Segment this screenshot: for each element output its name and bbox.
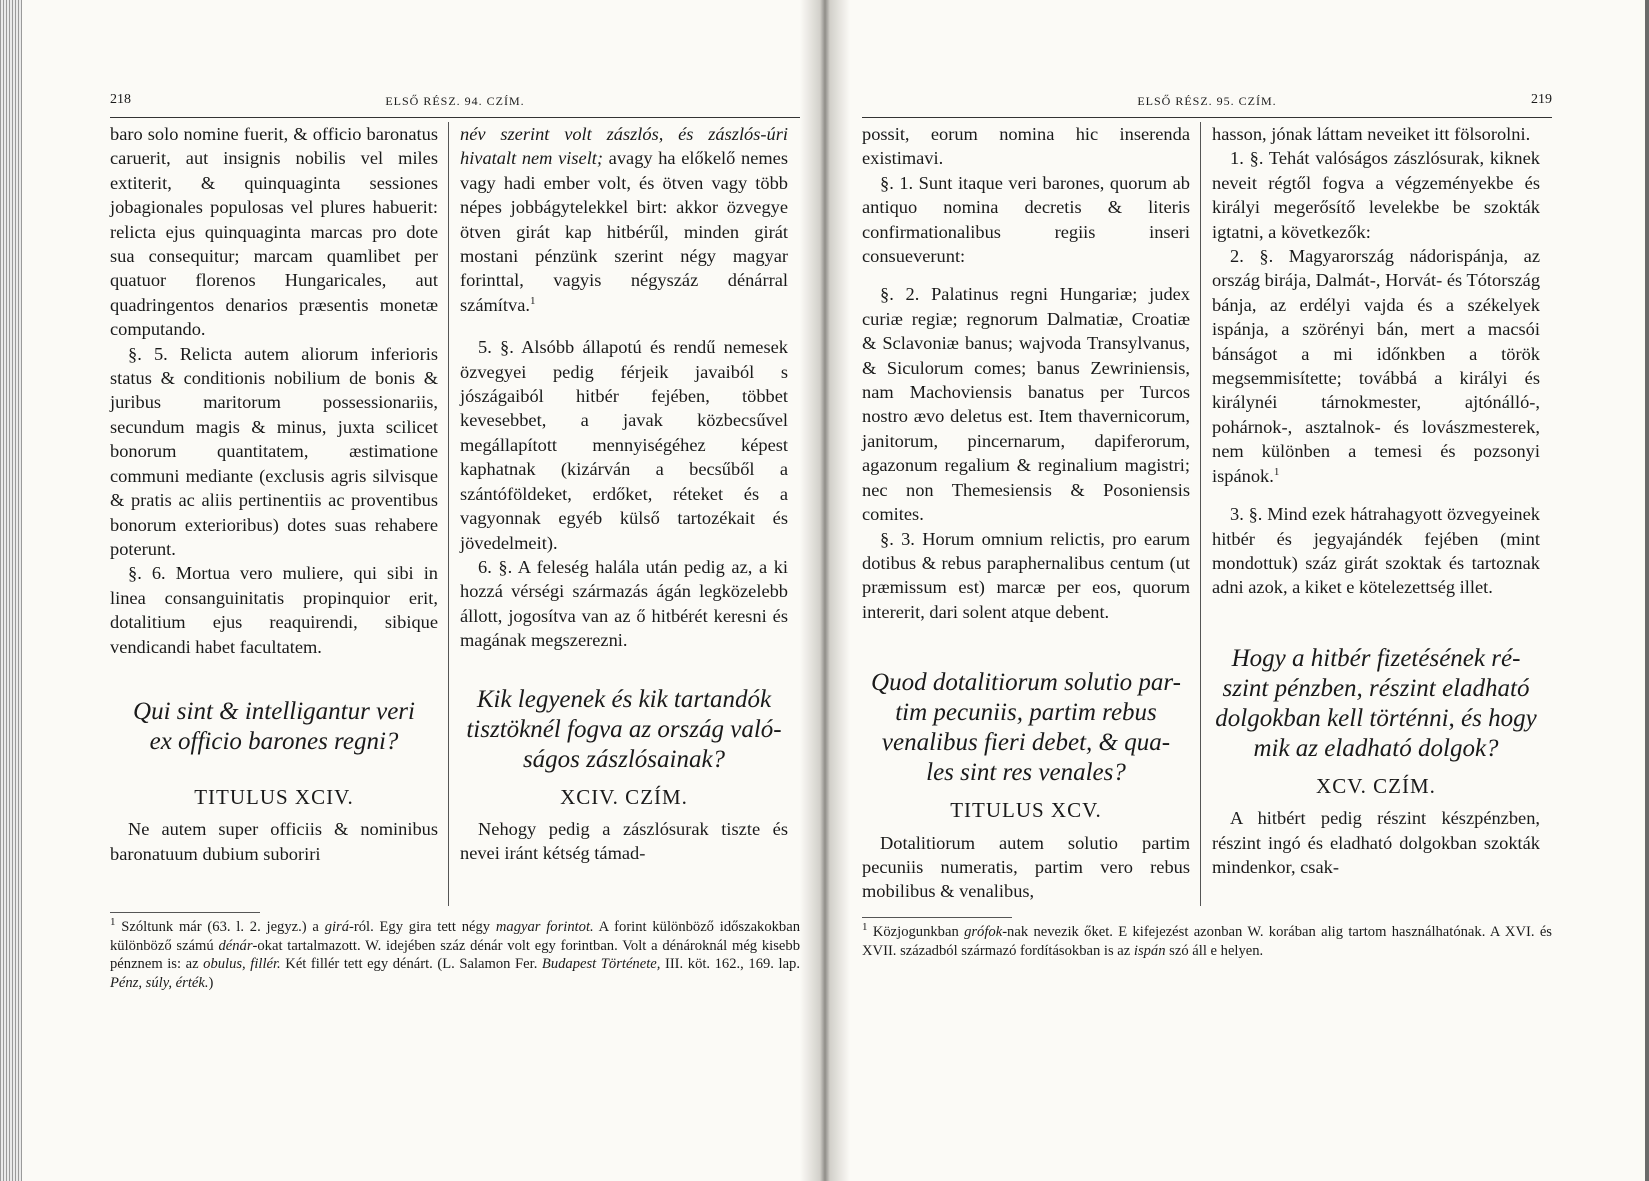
paragraph: baro solo nomine fuerit, & officio baronatus caruerit, aut insignis nobilis vel miles extiterit, & quinquaginta sessiones jobagionales populosas vel plures habuerit: relicta ejus quinquaginta marcas pro dote sua consequitur; marcam quamlibet per quatuor florenos Hungaricales, aut quadringentos denarios præsentis monetæ computando.	[110, 124, 438, 340]
section-heading	[110, 697, 438, 757]
spacer	[110, 757, 438, 785]
spacer	[1212, 764, 1540, 774]
paragraph: §. 5. Relicta autem aliorum inferioris status & conditionis nobilium de bonis & juribus maritorum possessionariis, secundum magis & minus, juxta scilicet bonorum quantitatem, æstimatione communi mediante (exclusis agris silvisque & pratis ac aliis pertinentiis ac proventibus bonorum exterioribus) dotes suas rehabere poterunt.	[110, 343, 438, 559]
heading-line: Kik legyenek és kik tartandók	[476, 685, 772, 713]
italic-text: dénár	[218, 937, 253, 954]
paragraph: 6. §. A feleség halála után pedig az, a ki hozzá vérségi származás ágán legközelebb állott, jogosítva van az ő hitbérét keresni és magának megszerezni.	[460, 556, 788, 651]
running-title: ELSŐ RÉSZ. 94. CZÍM.	[385, 94, 525, 108]
page-number: 218	[110, 92, 131, 107]
paragraph: §. 3. Horum omnium relictis, pro earum dotibus & rebus paraphernalibus centum (ut præmissum est) marcæ per eos, quorum intererit, dari solent atque debent.	[862, 528, 1190, 622]
hungarian-column	[1212, 122, 1540, 879]
paragraph: 3. §. Mind ezek hátrahagyott özvegyeinek hitbér és jegyajándék fejében (mint mondottuk) száz girát szoktak és tartoznak adni azok, a kiket e kötelezettség illet.	[1212, 504, 1540, 598]
heading-line: szint pénzben, részint eladható	[1222, 674, 1530, 702]
heading-line: venalibus fieri debet, & qua-	[881, 729, 1171, 757]
text: -nak nevezik őket. E kifejezést azonban W. korában alig tartom használhatónak. A XVI. és XVII. századból származó fordításokban is az	[862, 924, 1552, 959]
footnote	[110, 918, 800, 992]
text: Két fillér tett egy dénárt. (L. Salamon Fer.	[280, 956, 542, 972]
spacer	[862, 788, 1190, 798]
text: szó áll e helyen.	[1165, 942, 1264, 959]
running-head	[110, 92, 800, 114]
text: )	[208, 974, 214, 991]
heading-line: ex officio barones regni?	[149, 727, 399, 755]
left-page	[110, 0, 800, 1181]
italic-text: magyar forintot.	[495, 919, 594, 935]
book-gutter	[800, 0, 850, 1181]
column-divider	[1200, 122, 1201, 906]
spacer	[460, 775, 788, 785]
spacer	[460, 317, 788, 335]
column-divider	[448, 122, 449, 906]
spacer	[862, 823, 1190, 831]
spacer	[862, 624, 1190, 668]
paragraph: 1. §. Tehát valóságos zászlósurak, kiknek neveit régtől fogva a végzeményekbe és királyi megerősítő levelekbe be szokták igtatni, a következők:	[1212, 148, 1540, 242]
text: -ról. Egy gira tett négy	[349, 919, 496, 935]
footnote-mark: 1	[110, 916, 116, 929]
text: Közjogunkban	[867, 924, 965, 940]
paragraph: A hitbért pedig részint készpénzben, részint ingó és eladható dolgokban szokták mindenkor, csak-	[1212, 808, 1540, 877]
paragraph: §. 2. Palatinus regni Hungariæ; judex curiæ regiæ; regnorum Dalmatiæ, Croatiæ & Sclavoniæ banus; wajvoda Transylvanus, & Siculorum comes; banus Zewriniensis, nam Machoviensis banatus per Turcos nostro ævo deletus est. Item thavernicorum, janitorum, pincernarum, dapiferorum, agazonum regalium & reginalium magistri; nec non Themesiensis & Posoniensis comites.	[862, 284, 1190, 525]
heading-line: tim pecuniis, partim rebus	[895, 699, 1157, 727]
italic-text: grófok	[964, 924, 1003, 940]
paragraph: Dotalitiorum autem solutio partim pecuniis numeratis, partim vero rebus mobilibus & venalibus,	[862, 832, 1190, 902]
italic-text: girá	[324, 919, 350, 935]
titulus-label: TITULUS XCIV.	[194, 784, 354, 809]
right-edge	[1645, 0, 1649, 1181]
heading-line: Hogy a hitbér fizetésének ré-	[1231, 644, 1521, 672]
footnote-ref[interactable]: 1	[529, 294, 536, 307]
text: Szóltunk már (63. l. 2. jegyz.) a	[115, 919, 325, 935]
paragraph: §. 6. Mortua vero muliere, qui sibi in linea consanguinitatis propinquior erit, dotalitium ejus reaquirendi, sibique vendicandi habet facultatem.	[110, 563, 438, 657]
spacer	[1212, 798, 1540, 806]
running-head	[862, 92, 1552, 114]
titulus-label: XCV. CZÍM.	[1316, 773, 1436, 798]
page-stack-edge	[0, 0, 22, 1181]
heading-line: Qui sint & intelligantur veri	[133, 697, 415, 725]
text: 2. §. Magyarország nádorispánja, az ország birája, Dalmát-, Horvát- és Tótország bánja, az erdélyi vajda és a székelyek ispánja, a szörényi bán, mert a macsói bánságot a mi időnkben a török megsemmisítette; továbbá a királyi és királynéi tárnokmester, ajtónálló-, pohárnok-, asztalnok- és lovászmesterek, nem különben a temesi és pozsonyi ispánok.	[1212, 246, 1541, 486]
hungarian-column	[460, 122, 788, 866]
spacer	[1212, 488, 1540, 502]
footnote-ref[interactable]: 1	[1273, 465, 1280, 478]
running-title: ELSŐ RÉSZ. 95. CZÍM.	[1137, 94, 1277, 108]
header-rule	[110, 117, 800, 118]
italic-text: ispán	[1133, 942, 1166, 959]
footnote-mark: 1	[862, 921, 868, 934]
heading-line: dolgokban kell történni, és hogy	[1215, 704, 1537, 732]
italic-text: Pénz, súly, érték.	[110, 974, 209, 991]
spacer	[110, 809, 438, 817]
spacer	[110, 659, 438, 697]
paragraph: hasson, jónak láttam neveiket itt fölsorolni.	[1212, 124, 1531, 144]
footnote-rule	[110, 912, 260, 913]
paragraph: §. 1. Sunt itaque veri barones, quorum ab antiquo nomina decretis & literis confirmationalibus regiis inseri consueverunt:	[862, 172, 1190, 267]
latin-column	[862, 122, 1190, 904]
titulus-label: TITULUS XCV.	[950, 798, 1102, 823]
text: A forint különböző időszakokban különböző számú	[110, 919, 801, 954]
spacer	[1212, 600, 1540, 644]
spacer	[862, 268, 1190, 282]
section-heading	[1212, 644, 1540, 764]
heading-line: mik az eladható dolgok?	[1253, 734, 1499, 762]
footnote-rule	[862, 917, 1012, 918]
spacer	[460, 653, 788, 685]
footnote	[862, 923, 1552, 960]
italic-text: Budapest Története,	[541, 956, 661, 972]
latin-column	[110, 122, 438, 866]
spacer	[460, 809, 788, 817]
heading-line: ságos zászlósainak?	[522, 745, 726, 773]
titulus-label: XCIV. CZÍM.	[560, 784, 688, 809]
text: avagy ha előkelő nemes vagy hadi ember volt, és ötven vagy több népes jobbágytelekkel birt: akkor özvegye ötven girát kap hitbérűl, minden girát mostani pénzünk szerint négy magyar forinttal, vagyis négyszáz dénárral számítva.	[460, 148, 788, 315]
heading-line: Quod dotalitiorum solutio par-	[871, 669, 1181, 697]
italic-text: név szerint volt zászlós, és zászlós-úri hivatalt nem viselt;	[460, 124, 788, 169]
heading-line: les sint res venales?	[926, 759, 1126, 787]
section-heading	[862, 668, 1190, 788]
section-heading	[460, 685, 788, 775]
paragraph: 5. §. Alsóbb állapotú és rendű nemesek özvegyei pedig férjeik javaiból s jószágaiból hitbér fejében, többet kevesebbet, a javak közbecsűvel megállapított mennyiségéhez képest kaphatnak (kizárván a becsűből a szántóföldeket, erdőket, réteket és a vagyonnak egyéb külső tartozékait és jövedelmeit).	[460, 337, 788, 553]
paragraph	[1212, 244, 1540, 488]
paragraph: Ne autem super officiis & nominibus baronatuum dubium suboriri	[110, 819, 438, 864]
paragraph	[460, 122, 788, 317]
heading-line: tisztöknél fogva az ország való-	[466, 715, 782, 743]
text: III. köt. 162., 169. lap.	[660, 956, 800, 972]
header-rule	[862, 117, 1552, 118]
text: -okat tartalmazott. W. idejében száz dénár volt egy forintban. Volt a dénároknál még kisebb pénznem is: az	[110, 937, 800, 972]
paragraph: possit, eorum nomina hic inserenda existimavi.	[862, 124, 1190, 169]
paragraph: Nehogy pedig a zászlósurak tiszte és nevei iránt kétség támad-	[460, 818, 788, 864]
right-page	[862, 0, 1552, 1181]
page-number: 219	[1531, 92, 1552, 107]
italic-text: obulus, fillér.	[203, 956, 281, 972]
